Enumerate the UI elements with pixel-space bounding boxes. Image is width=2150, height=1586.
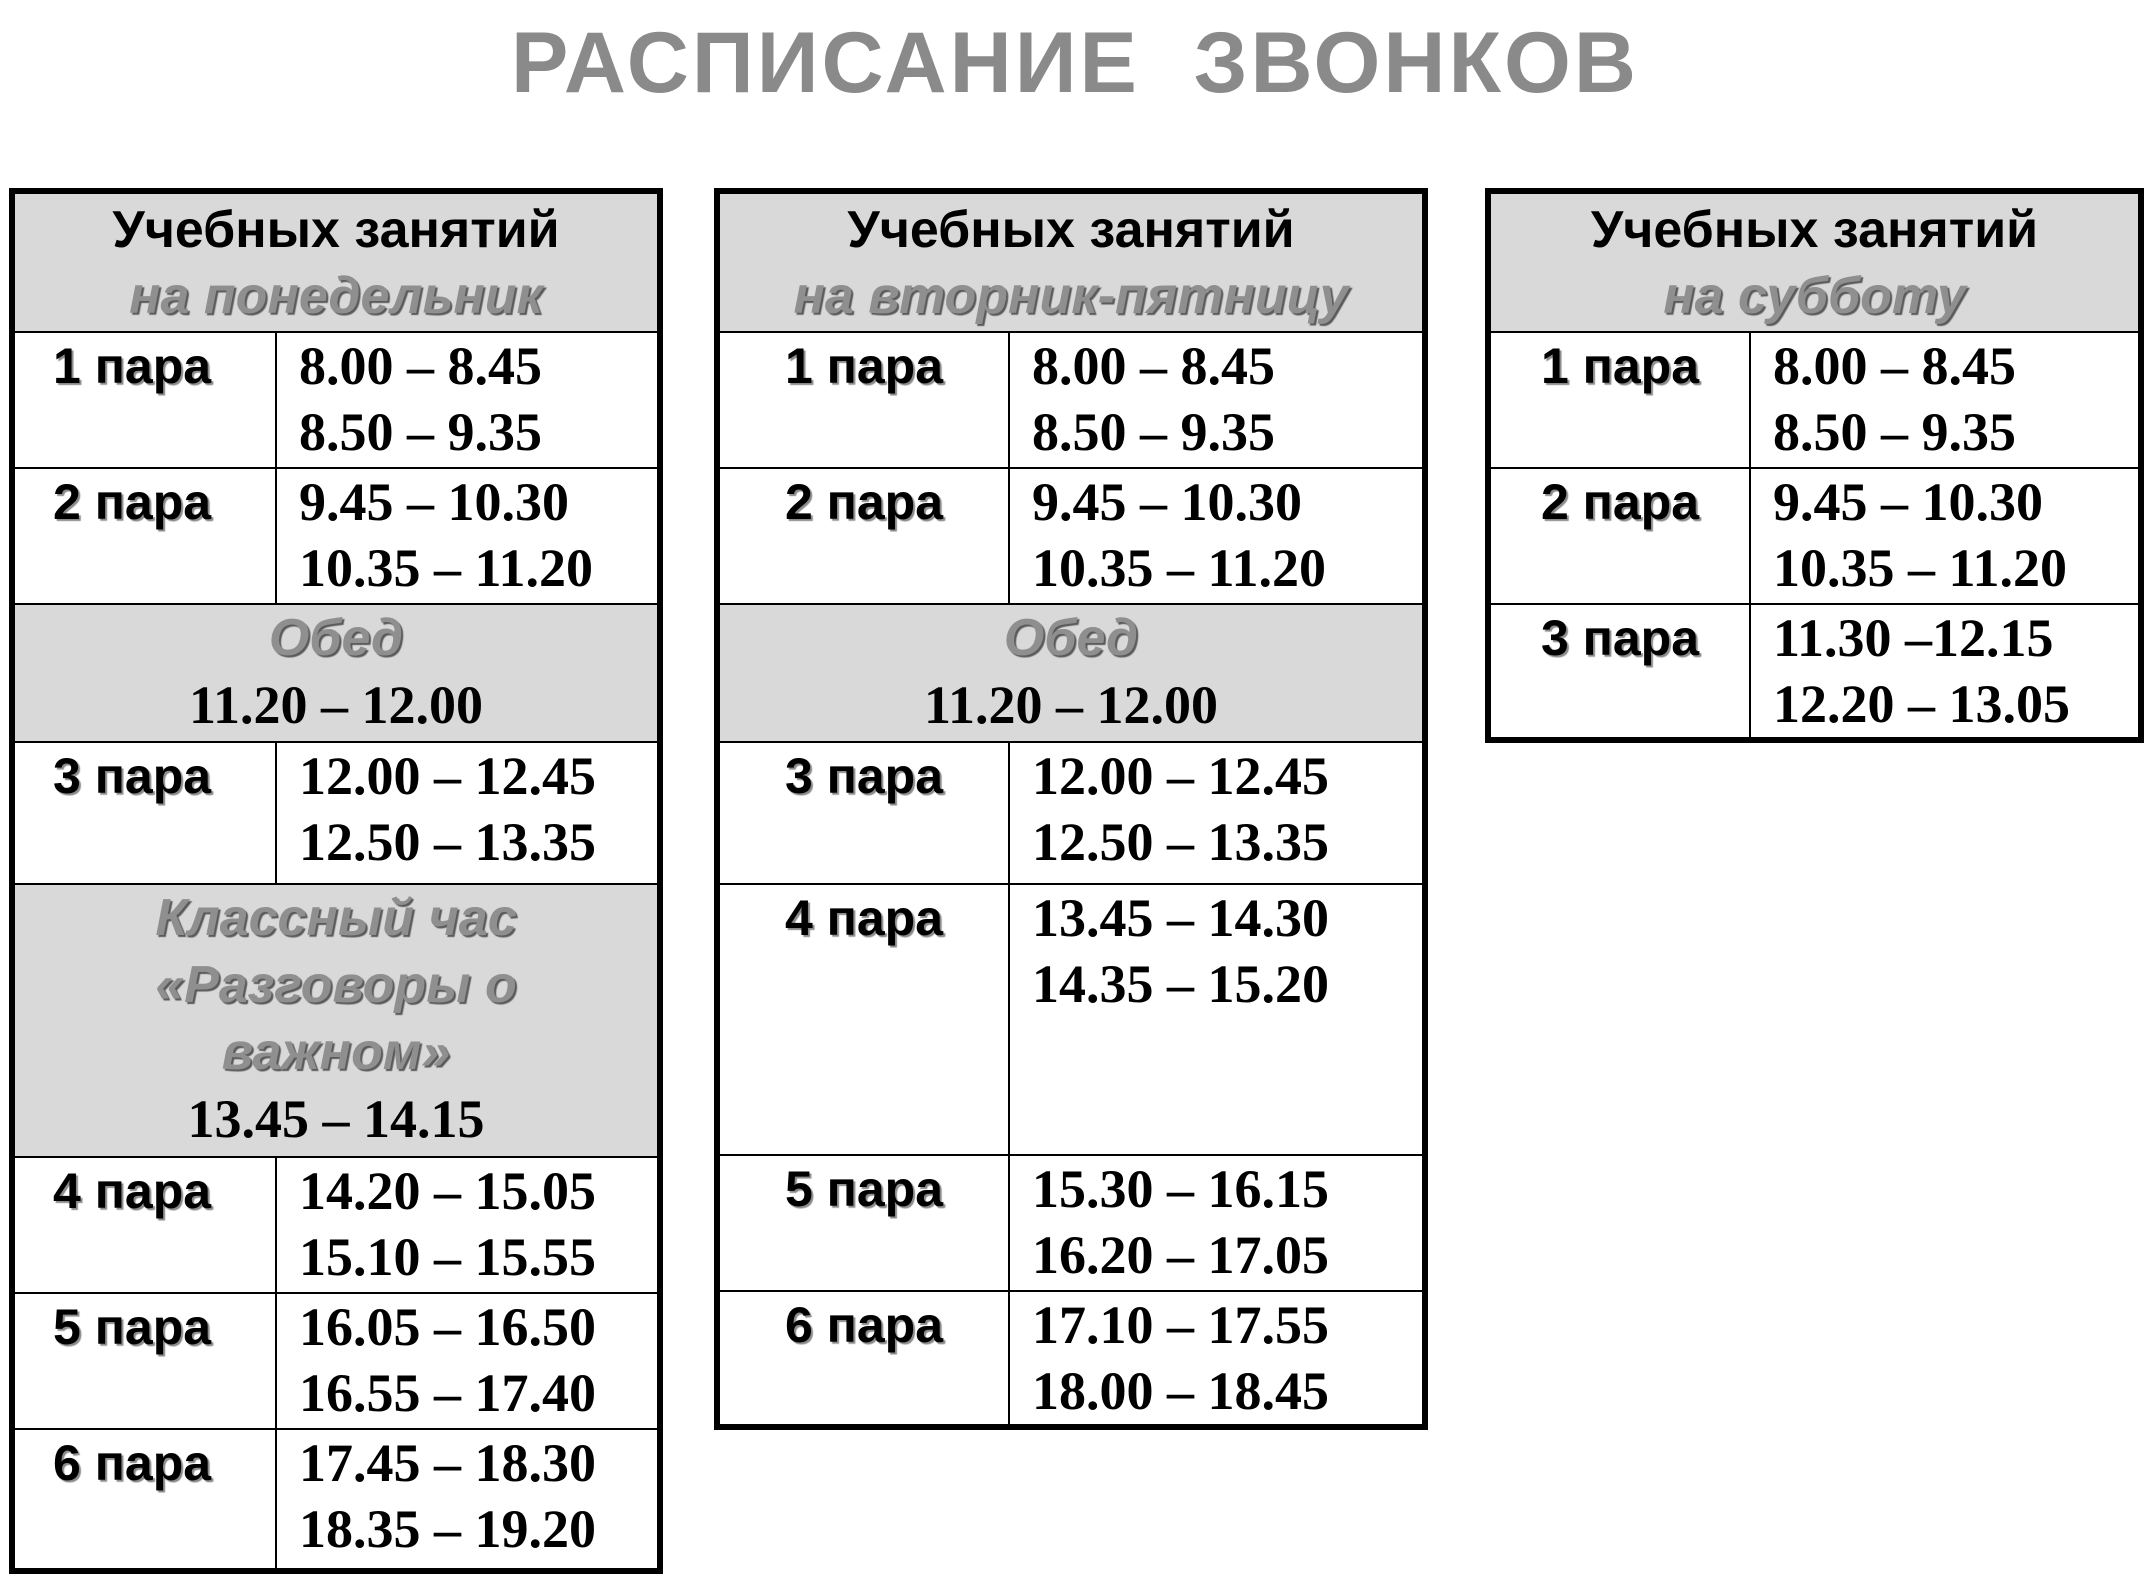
pair-label: 2 пара xyxy=(1488,468,1750,604)
table-row xyxy=(1488,468,2141,604)
table-row xyxy=(12,1293,660,1429)
time-slot: 16.20 – 17.05 xyxy=(1032,1225,1329,1285)
table-row xyxy=(717,742,1425,884)
table-row xyxy=(717,468,1425,604)
table-header-title: Учебных занятий xyxy=(1590,200,2039,259)
lunch-break xyxy=(12,604,660,742)
table-header xyxy=(717,191,1425,332)
tuesday-friday-schedule-table xyxy=(714,188,1428,1430)
time-slot: 8.50 – 9.35 xyxy=(1773,402,2016,462)
table-header-title: Учебных занятий xyxy=(847,200,1295,259)
pair-label: 2 пара xyxy=(12,468,276,604)
pair-label: 5 пара xyxy=(717,1155,1009,1291)
time-slot: 13.45 – 14.30 xyxy=(1032,888,1329,948)
table-row xyxy=(12,1429,660,1571)
time-slot: 12.00 – 12.45 xyxy=(1032,746,1329,806)
pair-label: 2 пара xyxy=(717,468,1009,604)
table-row xyxy=(1488,604,2141,740)
class-hour-break xyxy=(12,884,660,1157)
time-slot: 12.50 – 13.35 xyxy=(1032,812,1329,872)
time-slot: 10.35 – 11.20 xyxy=(1773,538,2068,598)
table-header-subtitle: на субботу xyxy=(1663,266,1966,325)
pair-times xyxy=(276,1429,660,1571)
table-row xyxy=(717,884,1425,1155)
pair-times xyxy=(1009,332,1425,468)
pair-label: 3 пара xyxy=(1488,604,1750,740)
table-header-subtitle: на вторник-пятницу xyxy=(793,266,1349,325)
table-row xyxy=(12,742,660,884)
time-slot: 9.45 – 10.30 xyxy=(1773,472,2043,532)
pair-label: 1 пара xyxy=(717,332,1009,468)
pair-times xyxy=(1009,468,1425,604)
time-slot: 9.45 – 10.30 xyxy=(299,472,569,532)
pair-times xyxy=(276,332,660,468)
table-header xyxy=(1488,191,2141,332)
time-slot: 12.00 – 12.45 xyxy=(299,746,596,806)
time-slot: 10.35 – 11.20 xyxy=(299,538,594,598)
lunch-break-row xyxy=(717,604,1425,742)
break-label: Классный час xyxy=(155,889,517,947)
pair-label: 4 пара xyxy=(717,884,1009,1155)
saturday-schedule-table xyxy=(1485,188,2144,743)
lunch-break-row xyxy=(12,604,660,742)
pair-times xyxy=(276,742,660,884)
pair-times xyxy=(1009,742,1425,884)
time-slot: 18.35 – 19.20 xyxy=(299,1499,596,1559)
table-row xyxy=(1488,332,2141,468)
time-slot: 18.00 – 18.45 xyxy=(1032,1361,1329,1421)
break-time: 11.20 – 12.00 xyxy=(188,675,484,735)
pair-label: 1 пара xyxy=(12,332,276,468)
time-slot: 8.50 – 9.35 xyxy=(1032,402,1275,462)
pair-times xyxy=(1750,604,2141,740)
pair-label: 4 пара xyxy=(12,1157,276,1293)
pair-times xyxy=(1009,1291,1425,1427)
time-slot: 12.50 – 13.35 xyxy=(299,812,596,872)
time-slot: 11.30 –12.15 xyxy=(1773,608,2054,668)
table-row xyxy=(12,468,660,604)
break-label: Обед xyxy=(1003,609,1139,667)
table-row xyxy=(12,332,660,468)
table-row xyxy=(12,1157,660,1293)
table-row xyxy=(717,1291,1425,1427)
time-slot: 12.20 – 13.05 xyxy=(1773,674,2070,734)
time-slot: 10.35 – 11.20 xyxy=(1032,538,1327,598)
break-time: 11.20 – 12.00 xyxy=(923,675,1219,735)
break-time: 13.45 – 14.15 xyxy=(187,1089,485,1149)
pair-label: 3 пара xyxy=(12,742,276,884)
table-header-subtitle: на понедельник xyxy=(129,266,543,325)
pair-times xyxy=(276,468,660,604)
break-label: важном» xyxy=(221,1023,451,1081)
table-row xyxy=(717,1155,1425,1291)
lunch-break xyxy=(717,604,1425,742)
pair-label: 1 пара xyxy=(1488,332,1750,468)
break-label: Обед xyxy=(268,609,404,667)
pair-times xyxy=(1009,1155,1425,1291)
pair-times xyxy=(276,1293,660,1429)
pair-times xyxy=(1750,468,2141,604)
break-label: «Разговоры о xyxy=(155,956,517,1014)
table-row xyxy=(717,332,1425,468)
monday-schedule-table xyxy=(9,188,663,1574)
pair-times xyxy=(276,1157,660,1293)
time-slot: 14.20 – 15.05 xyxy=(299,1161,596,1221)
time-slot: 8.00 – 8.45 xyxy=(1032,336,1275,396)
pair-label: 3 пара xyxy=(717,742,1009,884)
pair-label: 6 пара xyxy=(12,1429,276,1571)
time-slot: 15.30 – 16.15 xyxy=(1032,1159,1329,1219)
time-slot: 17.10 – 17.55 xyxy=(1032,1295,1329,1355)
table-header xyxy=(12,191,660,332)
time-slot: 15.10 – 15.55 xyxy=(299,1227,596,1287)
pair-label: 5 пара xyxy=(12,1293,276,1429)
table-header-title: Учебных занятий xyxy=(112,200,560,259)
class-hour-row xyxy=(12,884,660,1157)
time-slot: 17.45 – 18.30 xyxy=(299,1433,596,1493)
time-slot: 16.55 – 17.40 xyxy=(299,1363,596,1423)
pair-label: 6 пара xyxy=(717,1291,1009,1427)
page-title: РАСПИСАНИЕ ЗВОНКОВ xyxy=(511,15,1639,111)
time-slot: 8.00 – 8.45 xyxy=(299,336,542,396)
time-slot: 8.00 – 8.45 xyxy=(1773,336,2016,396)
time-slot: 8.50 – 9.35 xyxy=(299,402,542,462)
time-slot: 14.35 – 15.20 xyxy=(1032,954,1329,1014)
time-slot: 16.05 – 16.50 xyxy=(299,1297,596,1357)
time-slot: 9.45 – 10.30 xyxy=(1032,472,1302,532)
pair-times xyxy=(1009,884,1425,1155)
pair-times xyxy=(1750,332,2141,468)
